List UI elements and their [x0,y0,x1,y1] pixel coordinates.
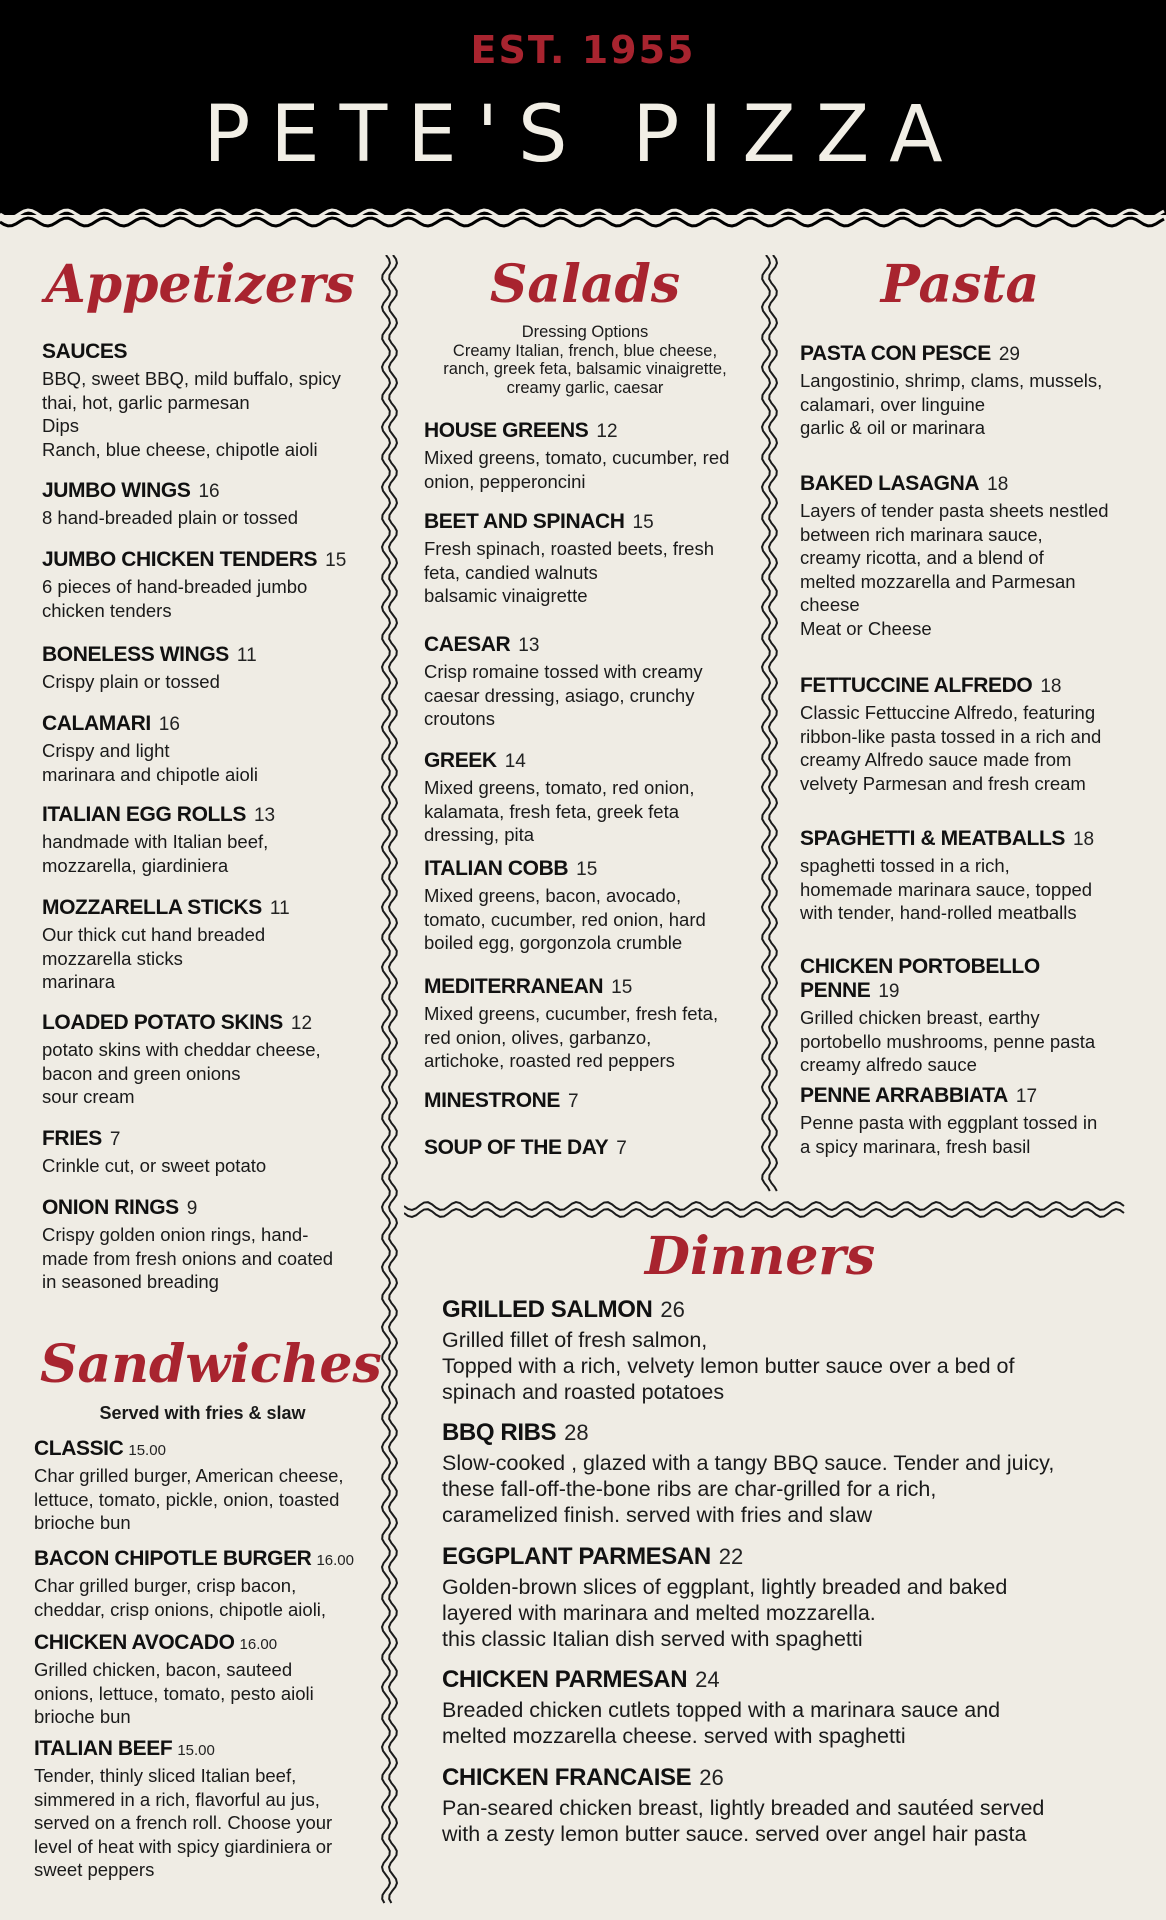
menu-item-heading [42,1196,362,1220]
menu-item-name: CHICKEN PARMESAN [442,1666,688,1693]
menu-item-description [42,923,362,994]
menu-item-price: 26 [699,1765,724,1790]
menu-item-description [424,660,754,731]
pasta-item [800,674,1130,795]
pasta-item [800,827,1130,925]
description-line: Dips [42,415,80,436]
description-line: Crispy golden onion rings, hand- [42,1224,309,1245]
header-wave-border [0,200,1166,234]
menu-item-name: CHICKEN FRANCAISE [442,1764,692,1791]
menu-item-description [42,830,362,877]
dinners-item [442,1419,1142,1528]
menu-item-price: 16.00 [239,1636,278,1653]
menu-item-name: SAUCES [42,340,128,363]
description-line: portobello mushrooms, penne pasta [800,1030,1096,1052]
menu-item-heading [442,1764,1142,1792]
menu-item-heading [424,633,754,657]
menu-item-heading [424,857,754,881]
menu-item-description [800,1111,1130,1158]
menu-item-price: 16 [198,481,220,502]
menu-item-name: PENNE ARRABBIATA [800,1084,1008,1107]
menu-item-price: 9 [186,1198,198,1219]
appetizers-item [42,1127,362,1178]
menu-item-description [424,537,754,608]
menu-item-price: 28 [564,1420,589,1445]
description-line: velvety Parmesan and fresh cream [800,772,1086,794]
description-line: a spicy marinara, fresh basil [800,1135,1031,1157]
description-line: spaghetti tossed in a rich, [800,855,1010,876]
description-line: chicken tenders [42,599,172,621]
menu-item-price: 18 [1072,829,1095,850]
description-line: Penne pasta with eggplant tossed in [800,1112,1098,1133]
description-line: with tender, hand-rolled meatballs [800,902,1077,923]
description-line: balsamic vinaigrette [424,585,588,606]
description-line: feta, candied walnuts [424,561,598,583]
appetizers-item [42,340,362,461]
description-line: melted mozzarella and Parmesan [800,570,1076,592]
description-line: Meat or Cheese [800,617,932,639]
menu-item-name: FETTUCCINE ALFREDO [800,674,1033,697]
dressing-options [420,323,750,397]
salads-item [424,1136,754,1160]
menu-item-price: 29 [998,344,1020,365]
description-line: ribbon-like pasta tossed in a rich and [800,725,1102,747]
menu-item-price: 15 [325,550,347,571]
description-line: brioche bun [34,1512,131,1533]
menu-item-name: JUMBO WINGS [42,479,191,502]
menu-item-price: 18 [987,474,1009,495]
description-line: handmade with Italian beef, [42,831,269,852]
menu-item-description [442,1327,1142,1405]
menu-item-heading [424,975,754,999]
description-line: Langostinio, shrimp, clams, mussels, [800,370,1103,391]
description-line: Grilled fillet of fresh salmon, [442,1328,708,1352]
salads-item [424,749,754,847]
menu-item-description [800,499,1130,640]
menu-item-description [442,1795,1142,1847]
menu-item-description [34,1764,364,1882]
description-line: Mixed greens, tomato, red onion, [424,777,695,798]
sandwiches-subtitle: Served with fries & slaw [99,1403,306,1423]
description-line: mozzarella sticks [42,947,183,969]
menu-item-price: 15 [576,859,598,880]
menu-item-name: EGGPLANT PARMESAN [442,1543,711,1570]
dressing-options-line: Creamy Italian, french, blue cheese, [452,341,718,360]
menu-item-price: 7 [109,1129,121,1150]
menu-item-name: PASTA CON PESCE [800,342,991,365]
description-line: mozzarella, giardiniera [42,854,229,876]
menu-item-description [42,670,362,694]
menu-item-price: 7 [568,1091,579,1112]
description-line: made from fresh onions and coated [42,1247,334,1269]
menu-item-description [800,1006,1130,1077]
menu-item-description [42,367,362,461]
description-line: Ranch, blue cheese, chipotle aioli [42,438,318,460]
appetizers-item [42,643,362,694]
menu-item-price: 14 [504,751,526,772]
description-line: thai, hot, garlic parmesan [42,391,250,413]
menu-item-price: 15 [611,977,633,998]
description-line: BBQ, sweet BBQ, mild buffalo, spicy [42,368,341,389]
appetizers-item [42,548,362,622]
description-line: Layers of tender pasta sheets nestled [800,500,1109,521]
pasta-item [800,1084,1130,1158]
menu-item-name: BBQ RIBS [442,1419,557,1446]
menu-item-name: CHICKEN AVOCADO [34,1631,235,1654]
menu-item-heading [442,1543,1142,1571]
appetizers-item [42,1196,362,1294]
restaurant-name: PETE'S PIZZA [203,90,963,180]
menu-item-price: 19 [878,981,900,1002]
menu-item-name: ITALIAN BEEF [34,1737,173,1760]
menu-item-heading [800,1084,1130,1108]
menu-item-name: SOUP OF THE DAY [424,1136,609,1159]
dinners-item [442,1296,1142,1405]
description-line: 8 hand-breaded plain or tossed [42,507,299,528]
description-line: layered with marinara and melted mozzarella. [442,1601,876,1625]
menu-item-name: MINESTRONE [424,1089,561,1112]
menu-item-price: 22 [718,1544,744,1569]
pasta-item [800,342,1130,440]
menu-item-name: SPAGHETTI & MEATBALLS [800,827,1065,850]
menu-item-heading [800,827,1130,851]
sandwiches-item [34,1437,364,1535]
menu-item-heading [42,548,362,572]
menu-item-description [42,506,362,530]
menu-item-price: 18 [1040,676,1062,697]
menu-item-name: ONION RINGS [42,1196,179,1219]
description-line: Mixed greens, tomato, cucumber, red [424,447,730,468]
salads-item [424,510,754,608]
menu-item-heading [424,1089,754,1113]
menu-item-price: 11 [269,898,290,919]
description-line: in seasoned breading [42,1271,219,1292]
menu-item-heading [34,1547,364,1571]
description-line: tomato, cucumber, red onion, hard [424,908,706,930]
menu-item-description [42,1038,362,1109]
description-line: Breaded chicken cutlets topped with a marinara sauce and [442,1698,1001,1722]
menu-item-price: 16 [158,714,180,735]
menu-item-price: 15.00 [128,1442,166,1459]
description-line: creamy Alfredo sauce made from [800,749,1072,770]
menu-item-heading [442,1296,1142,1324]
menu-item-name: CAESAR [424,633,511,656]
description-line: Crispy and light [42,740,170,761]
menu-item-description [34,1574,364,1621]
description-line: Crinkle cut, or sweet potato [42,1155,267,1176]
dinners-wave-divider [404,1196,1126,1224]
menu-item-description [424,776,754,847]
menu-item-price: 15.00 [177,1742,215,1759]
description-line: spinach and roasted potatoes [442,1380,725,1404]
menu-item-price: 7 [616,1138,627,1159]
menu-item-heading [424,749,754,773]
menu-item-heading [800,472,1130,496]
menu-item-heading [34,1737,364,1761]
description-line: Grilled chicken, bacon, sauteed [34,1659,293,1680]
menu-item-description [424,884,754,955]
appetizers-heading: Appetizers [45,254,355,315]
menu-item-name: MOZZARELLA STICKS [42,896,262,919]
menu-item-price: 13 [518,635,540,656]
menu-item-name: BEET AND SPINACH [424,510,625,533]
description-line: Our thick cut hand breaded [42,924,266,945]
salads-heading: Salads [489,254,681,315]
menu-item-description [42,739,362,786]
dinners-item [442,1764,1142,1847]
menu-item-name: BAKED LASAGNA [800,472,980,495]
description-line: caesar dressing, asiago, crunchy [424,684,695,706]
column-divider-right [756,255,784,1193]
menu-item-name: JUMBO CHICKEN TENDERS [42,548,318,571]
description-line: calamari, over linguine [800,393,986,415]
menu-item-heading [442,1666,1142,1694]
menu-item-heading [42,643,362,667]
menu-item-description [800,854,1130,925]
sandwiches-heading: Sandwiches [40,1334,382,1395]
description-line: sweet peppers [34,1859,155,1880]
menu-item-name: HOUSE GREENS [424,419,589,442]
menu-item-heading [800,342,1130,366]
menu-item-name: CLASSIC [34,1437,124,1460]
menu-item-price: 11 [236,645,257,666]
description-line: Crisp romaine tossed with creamy [424,661,703,682]
appetizers-item [42,896,362,994]
sandwiches-item [34,1547,364,1621]
menu-item-heading [800,955,1130,1003]
description-line: garlic & oil or marinara [800,417,986,438]
menu-item-heading [42,712,362,736]
description-line: onions, lettuce, tomato, pesto aioli [34,1682,314,1704]
description-line: potato skins with cheddar cheese, [42,1039,321,1060]
menu-item-price: 15 [632,512,654,533]
salads-item [424,633,754,731]
description-line: boiled egg, gorgonzola crumble [424,932,683,953]
description-line: simmered in a rich, flavorful au jus, [34,1788,320,1810]
sandwiches-item [34,1737,364,1882]
menu-item-name: LOADED POTATO SKINS [42,1011,283,1034]
menu-item-heading [42,1127,362,1151]
menu-item-description [34,1464,364,1535]
menu-item-heading [442,1419,1142,1447]
menu-item-heading [42,340,362,364]
menu-item-price: 17 [1015,1086,1038,1107]
menu-item-price: 24 [695,1667,720,1692]
menu-item-name: BACON CHIPOTLE BURGER [34,1547,312,1570]
appetizers-item [42,803,362,877]
description-line: Tender, thinly sliced Italian beef, [34,1765,297,1786]
description-line: with a zesty lemon butter sauce. served over angel hair pasta [442,1822,1027,1846]
description-line: creamy alfredo sauce [800,1054,977,1075]
menu-item-description [442,1450,1142,1528]
description-line: croutons [424,708,495,729]
menu-header [0,0,1166,215]
menu-item-heading [42,803,362,827]
menu-item-description [424,446,754,493]
menu-item-name: GREEK [424,749,497,772]
menu-item-heading [424,1136,754,1160]
description-line: bacon and green onions [42,1062,241,1084]
description-line: these fall-off-the-bone ribs are char-grilled for a rich, [442,1477,937,1501]
dressing-options-title: Dressing Options [521,323,649,341]
dinners-heading: Dinners [644,1226,876,1287]
pasta-item [800,472,1130,640]
description-line: Slow-cooked , glazed with a tangy BBQ sauce. Tender and juicy, [442,1451,1055,1475]
description-line: red onion, olives, garbanzo, [424,1026,652,1048]
menu-item-name: ITALIAN EGG ROLLS [42,803,246,826]
established-year: EST. 1955 [470,28,696,72]
salads-item [424,1089,754,1113]
description-line: cheese [800,594,860,615]
menu-item-price: 12 [290,1013,313,1034]
description-line: Pan-seared chicken breast, lightly breaded and sautéed served [442,1796,1045,1820]
description-line: brioche bun [34,1706,131,1727]
menu-item-name: ITALIAN COBB [424,857,569,880]
description-line: creamy ricotta, and a blend of [800,547,1044,568]
description-line: homemade marinara sauce, topped [800,878,1093,900]
appetizers-item [42,1011,362,1109]
description-line: kalamata, fresh feta, greek feta [424,800,680,822]
pasta-heading: Pasta [880,254,1040,315]
menu-item-name: MEDITERRANEAN [424,975,604,998]
description-line: Grilled chicken breast, earthy [800,1007,1040,1028]
menu-item-name: CHICKEN PORTOBELLO PENNE [800,955,1040,1002]
description-line: marinara [42,971,115,992]
menu-item-heading [424,510,754,534]
appetizers-item [42,479,362,530]
description-line: Char grilled burger, crisp bacon, [34,1575,297,1596]
menu-item-heading [42,896,362,920]
description-line: between rich marinara sauce, [800,523,1043,545]
menu-item-price: 13 [253,805,276,826]
salads-item [424,419,754,493]
description-line: marinara and chipotle aioli [42,763,258,785]
description-line: cheddar, crisp onions, chipotle aioli, [34,1598,327,1620]
description-line: Fresh spinach, roasted beets, fresh [424,538,714,559]
menu-item-price: 12 [596,421,618,442]
description-line: dressing, pita [424,824,535,845]
menu-item-heading [34,1631,364,1655]
description-line: lettuce, tomato, pickle, onion, toasted [34,1488,340,1510]
pasta-item [800,955,1130,1077]
description-line: level of heat with spicy giardiniera or [34,1835,333,1857]
menu-item-name: FRIES [42,1127,102,1150]
description-line: Mixed greens, cucumber, fresh feta, [424,1003,719,1024]
menu-item-description [424,1002,754,1073]
dinners-item [442,1543,1142,1652]
menu-item-description [800,369,1130,440]
menu-item-description [42,1223,362,1294]
description-line: Crispy plain or tossed [42,671,220,692]
menu-item-description [442,1697,1142,1749]
sandwiches-item [34,1631,364,1729]
menu-item-heading [42,479,362,503]
menu-item-description [42,1154,362,1178]
menu-item-price: 26 [660,1297,685,1322]
dressing-options-line: ranch, greek feta, balsamic vinaigrette, [443,360,727,378]
description-line: onion, pepperoncini [424,470,586,492]
description-line: served on a french roll. Choose your [34,1812,333,1833]
menu-item-heading [424,419,754,443]
description-line: Mixed greens, bacon, avocado, [424,885,682,906]
description-line: Golden-brown slices of eggplant, lightly breaded and baked [442,1575,1008,1599]
description-line: Topped with a rich, velvety lemon butter sauce over a bed of [442,1354,1015,1378]
salads-item [424,975,754,1073]
description-line: caramelized finish. served with fries and slaw [442,1503,873,1527]
menu-item-description [34,1658,364,1729]
description-line: this classic Italian dish served with spaghetti [442,1627,863,1651]
column-divider-left [376,255,404,1905]
description-line: 6 pieces of hand-breaded jumbo [42,576,308,597]
description-line: sour cream [42,1086,135,1107]
description-line: melted mozzarella cheese. served with spaghetti [442,1724,906,1748]
menu-item-heading [800,674,1130,698]
menu-item-description [442,1574,1142,1652]
description-line: artichoke, roasted red peppers [424,1050,675,1071]
menu-item-name: BONELESS WINGS [42,643,229,666]
menu-item-heading [42,1011,362,1035]
dinners-item [442,1666,1142,1749]
description-line: Char grilled burger, American cheese, [34,1465,344,1486]
salads-item [424,857,754,955]
menu-item-price: 16.00 [316,1552,354,1569]
menu-item-description [800,701,1130,795]
menu-item-name: CALAMARI [42,712,151,735]
menu-item-heading [34,1437,364,1461]
appetizers-item [42,712,362,786]
dressing-options-line: creamy garlic, caesar [506,378,664,397]
description-line: Classic Fettuccine Alfredo, featuring [800,702,1096,723]
menu-item-name: GRILLED SALMON [442,1296,653,1323]
menu-item-description [42,575,362,622]
